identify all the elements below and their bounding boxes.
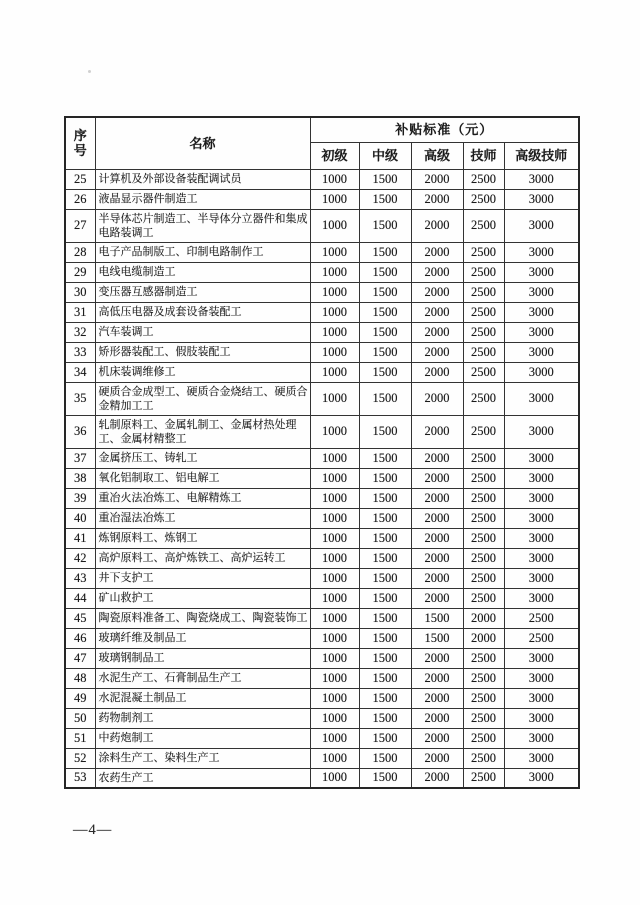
row-subsidy-value: 2000	[411, 748, 463, 768]
table-row	[65, 588, 579, 608]
row-subsidy-value: 2000	[411, 209, 463, 242]
row-occupation-name: 高炉原料工、高炉炼铁工、高炉运转工	[95, 548, 310, 568]
row-subsidy-value: 1000	[310, 728, 359, 748]
row-occupation-name: 电子产品制版工、印制电路制作工	[95, 242, 310, 262]
row-subsidy-value: 2000	[411, 169, 463, 189]
row-occupation-name: 陶瓷原料准备工、陶瓷烧成工、陶瓷装饰工	[95, 608, 310, 628]
row-occupation-name: 水泥混凝土制品工	[95, 688, 310, 708]
row-number: 27	[65, 209, 95, 242]
row-occupation-name: 半导体芯片制造工、半导体分立器件和集成电路装调工	[95, 209, 310, 242]
row-subsidy-value: 1000	[310, 648, 359, 668]
row-subsidy-value: 1000	[310, 668, 359, 688]
row-subsidy-value: 2500	[504, 628, 579, 648]
table-row	[65, 708, 579, 728]
row-subsidy-value: 3000	[504, 708, 579, 728]
table-body	[65, 169, 579, 788]
row-number: 49	[65, 688, 95, 708]
row-subsidy-value: 3000	[504, 262, 579, 282]
row-subsidy-value: 1000	[310, 382, 359, 415]
row-number: 41	[65, 528, 95, 548]
row-subsidy-value: 1000	[310, 282, 359, 302]
row-subsidy-value: 3000	[504, 568, 579, 588]
row-occupation-name: 药物制剂工	[95, 708, 310, 728]
table-row	[65, 748, 579, 768]
row-occupation-name: 电线电缆制造工	[95, 262, 310, 282]
row-subsidy-value: 1000	[310, 322, 359, 342]
row-subsidy-value: 3000	[504, 528, 579, 548]
table-row	[65, 382, 579, 415]
row-subsidy-value: 3000	[504, 748, 579, 768]
row-subsidy-value: 2000	[463, 628, 504, 648]
row-subsidy-value: 3000	[504, 468, 579, 488]
row-number: 38	[65, 468, 95, 488]
row-occupation-name: 矫形器装配工、假肢装配工	[95, 342, 310, 362]
row-subsidy-value: 1000	[310, 302, 359, 322]
row-subsidy-value: 1000	[310, 708, 359, 728]
row-subsidy-value: 1500	[359, 302, 411, 322]
table-row	[65, 262, 579, 282]
row-subsidy-value: 1000	[310, 362, 359, 382]
row-number: 43	[65, 568, 95, 588]
row-subsidy-value: 1500	[411, 628, 463, 648]
row-subsidy-value: 2500	[463, 262, 504, 282]
row-subsidy-value: 1500	[359, 382, 411, 415]
row-subsidy-value: 1500	[359, 528, 411, 548]
header-col-index: 序号	[65, 117, 95, 169]
row-subsidy-value: 1500	[359, 768, 411, 788]
row-subsidy-value: 2000	[411, 242, 463, 262]
row-subsidy-value: 1000	[310, 209, 359, 242]
row-occupation-name: 重冶湿法冶炼工	[95, 508, 310, 528]
table-row	[65, 728, 579, 748]
row-subsidy-value: 1000	[310, 608, 359, 628]
row-subsidy-value: 3000	[504, 508, 579, 528]
row-subsidy-value: 1000	[310, 415, 359, 448]
row-occupation-name: 氧化铝制取工、铝电解工	[95, 468, 310, 488]
row-subsidy-value: 2500	[463, 282, 504, 302]
row-occupation-name: 重冶火法冶炼工、电解精炼工	[95, 488, 310, 508]
row-subsidy-value: 2000	[411, 568, 463, 588]
row-subsidy-value: 2000	[411, 708, 463, 728]
row-number: 53	[65, 768, 95, 788]
row-occupation-name: 汽车装调工	[95, 322, 310, 342]
row-subsidy-value: 3000	[504, 282, 579, 302]
row-subsidy-value: 3000	[504, 209, 579, 242]
scan-speck	[88, 70, 91, 73]
table-row	[65, 468, 579, 488]
row-subsidy-value: 2000	[411, 342, 463, 362]
row-subsidy-value: 1000	[310, 588, 359, 608]
row-subsidy-value: 1000	[310, 528, 359, 548]
row-subsidy-value: 2000	[463, 608, 504, 628]
row-number: 31	[65, 302, 95, 322]
row-number: 34	[65, 362, 95, 382]
row-subsidy-value: 2500	[463, 748, 504, 768]
row-subsidy-value: 2000	[411, 648, 463, 668]
row-subsidy-value: 3000	[504, 448, 579, 468]
row-number: 25	[65, 169, 95, 189]
row-subsidy-value: 2500	[463, 209, 504, 242]
row-subsidy-value: 2000	[411, 282, 463, 302]
row-subsidy-value: 1000	[310, 768, 359, 788]
row-occupation-name: 机床装调维修工	[95, 362, 310, 382]
row-subsidy-value: 3000	[504, 322, 579, 342]
row-subsidy-value: 1000	[310, 628, 359, 648]
row-subsidy-value: 2500	[463, 468, 504, 488]
row-occupation-name: 炼钢原料工、炼钢工	[95, 528, 310, 548]
row-subsidy-value: 1500	[359, 668, 411, 688]
row-subsidy-value: 1000	[310, 262, 359, 282]
row-subsidy-value: 2500	[504, 608, 579, 628]
row-number: 51	[65, 728, 95, 748]
table-row	[65, 242, 579, 262]
row-subsidy-value: 2500	[463, 362, 504, 382]
row-subsidy-value: 2000	[411, 508, 463, 528]
row-subsidy-value: 1500	[359, 708, 411, 728]
row-subsidy-value: 1000	[310, 568, 359, 588]
row-subsidy-value: 1000	[310, 342, 359, 362]
row-number: 36	[65, 415, 95, 448]
row-subsidy-value: 3000	[504, 728, 579, 748]
row-occupation-name: 中药炮制工	[95, 728, 310, 748]
row-number: 46	[65, 628, 95, 648]
row-subsidy-value: 2500	[463, 688, 504, 708]
row-subsidy-value: 1500	[359, 282, 411, 302]
header-level-senior-technician: 高级技师	[504, 142, 579, 169]
row-number: 50	[65, 708, 95, 728]
row-subsidy-value: 1500	[359, 568, 411, 588]
row-subsidy-value: 3000	[504, 668, 579, 688]
table-row	[65, 768, 579, 788]
row-subsidy-value: 2500	[463, 768, 504, 788]
row-subsidy-value: 2500	[463, 588, 504, 608]
row-subsidy-value: 1500	[359, 728, 411, 748]
row-subsidy-value: 1000	[310, 508, 359, 528]
header-row-top	[65, 117, 579, 142]
header-level-technician: 技师	[463, 142, 504, 169]
row-subsidy-value: 1000	[310, 169, 359, 189]
row-subsidy-value: 2000	[411, 382, 463, 415]
row-subsidy-value: 1500	[359, 342, 411, 362]
header-level-intermediate: 中级	[359, 142, 411, 169]
row-subsidy-value: 2000	[411, 448, 463, 468]
row-subsidy-value: 3000	[504, 342, 579, 362]
row-subsidy-value: 3000	[504, 169, 579, 189]
row-subsidy-value: 2000	[411, 548, 463, 568]
row-subsidy-value: 1000	[310, 468, 359, 488]
row-subsidy-value: 2000	[411, 322, 463, 342]
row-occupation-name: 井下支护工	[95, 568, 310, 588]
row-subsidy-value: 3000	[504, 362, 579, 382]
table-row	[65, 322, 579, 342]
row-subsidy-value: 1500	[359, 648, 411, 668]
header-level-senior: 高级	[411, 142, 463, 169]
page-number: —4—	[73, 822, 113, 838]
row-subsidy-value: 1500	[359, 448, 411, 468]
row-subsidy-value: 2500	[463, 508, 504, 528]
row-number: 42	[65, 548, 95, 568]
row-subsidy-value: 1500	[359, 322, 411, 342]
row-subsidy-value: 2000	[411, 528, 463, 548]
row-occupation-name: 水泥生产工、石膏制品生产工	[95, 668, 310, 688]
header-subsidy-group: 补贴标准（元）	[310, 117, 579, 142]
row-occupation-name: 轧制原料工、金属轧制工、金属材热处理工、金属材精整工	[95, 415, 310, 448]
row-number: 26	[65, 189, 95, 209]
table-row	[65, 342, 579, 362]
table-row	[65, 189, 579, 209]
row-subsidy-value: 2500	[463, 242, 504, 262]
table-row	[65, 508, 579, 528]
row-subsidy-value: 1500	[359, 488, 411, 508]
row-number: 32	[65, 322, 95, 342]
row-number: 44	[65, 588, 95, 608]
row-subsidy-value: 3000	[504, 302, 579, 322]
header-level-junior: 初级	[310, 142, 359, 169]
row-number: 48	[65, 668, 95, 688]
row-subsidy-value: 1500	[359, 548, 411, 568]
row-subsidy-value: 2500	[463, 668, 504, 688]
row-subsidy-value: 2000	[411, 262, 463, 282]
row-subsidy-value: 1500	[359, 189, 411, 209]
row-subsidy-value: 2500	[463, 448, 504, 468]
table-row	[65, 282, 579, 302]
row-subsidy-value: 3000	[504, 688, 579, 708]
row-subsidy-value: 2500	[463, 169, 504, 189]
row-subsidy-value: 1500	[359, 209, 411, 242]
row-occupation-name: 农药生产工	[95, 768, 310, 788]
table-row	[65, 568, 579, 588]
row-subsidy-value: 1000	[310, 548, 359, 568]
row-occupation-name: 玻璃钢制品工	[95, 648, 310, 668]
row-subsidy-value: 2000	[411, 768, 463, 788]
header-col-name: 名称	[95, 117, 310, 169]
table-row	[65, 302, 579, 322]
row-subsidy-value: 2000	[411, 488, 463, 508]
row-subsidy-value: 2000	[411, 362, 463, 382]
row-subsidy-value: 2500	[463, 548, 504, 568]
row-subsidy-value: 3000	[504, 415, 579, 448]
table-row	[65, 608, 579, 628]
row-subsidy-value: 1000	[310, 748, 359, 768]
subsidy-table	[64, 116, 580, 789]
table-row	[65, 528, 579, 548]
row-subsidy-value: 3000	[504, 548, 579, 568]
table-row	[65, 668, 579, 688]
row-number: 33	[65, 342, 95, 362]
table-row	[65, 488, 579, 508]
row-subsidy-value: 1000	[310, 488, 359, 508]
row-subsidy-value: 1000	[310, 448, 359, 468]
table-row	[65, 648, 579, 668]
row-subsidy-value: 1000	[310, 189, 359, 209]
row-subsidy-value: 1500	[359, 242, 411, 262]
row-subsidy-value: 2500	[463, 415, 504, 448]
row-subsidy-value: 3000	[504, 768, 579, 788]
row-number: 52	[65, 748, 95, 768]
table-row	[65, 448, 579, 468]
row-subsidy-value: 1500	[359, 262, 411, 282]
row-number: 39	[65, 488, 95, 508]
row-subsidy-value: 2000	[411, 189, 463, 209]
row-subsidy-value: 3000	[504, 648, 579, 668]
row-subsidy-value: 1000	[310, 242, 359, 262]
row-subsidy-value: 2500	[463, 322, 504, 342]
row-subsidy-value: 2500	[463, 648, 504, 668]
row-occupation-name: 硬质合金成型工、硬质合金烧结工、硬质合金精加工工	[95, 382, 310, 415]
row-occupation-name: 高低压电器及成套设备装配工	[95, 302, 310, 322]
row-subsidy-value: 2000	[411, 688, 463, 708]
row-occupation-name: 玻璃纤维及制品工	[95, 628, 310, 648]
row-subsidy-value: 1500	[359, 688, 411, 708]
row-number: 30	[65, 282, 95, 302]
row-occupation-name: 变压器互感器制造工	[95, 282, 310, 302]
row-subsidy-value: 3000	[504, 488, 579, 508]
row-number: 47	[65, 648, 95, 668]
row-occupation-name: 计算机及外部设备装配调试员	[95, 169, 310, 189]
row-occupation-name: 液晶显示器件制造工	[95, 189, 310, 209]
row-subsidy-value: 2000	[411, 588, 463, 608]
row-subsidy-value: 2500	[463, 382, 504, 415]
row-subsidy-value: 1500	[359, 588, 411, 608]
table-row	[65, 169, 579, 189]
row-subsidy-value: 1500	[359, 508, 411, 528]
row-subsidy-value: 3000	[504, 588, 579, 608]
row-occupation-name: 金属挤压工、铸轧工	[95, 448, 310, 468]
row-subsidy-value: 1000	[310, 688, 359, 708]
row-subsidy-value: 1500	[411, 608, 463, 628]
row-subsidy-value: 2500	[463, 708, 504, 728]
row-subsidy-value: 2000	[411, 728, 463, 748]
table-row	[65, 548, 579, 568]
row-subsidy-value: 2500	[463, 488, 504, 508]
row-subsidy-value: 2500	[463, 528, 504, 548]
table-row	[65, 209, 579, 242]
row-subsidy-value: 1500	[359, 362, 411, 382]
row-subsidy-value: 3000	[504, 382, 579, 415]
row-subsidy-value: 2000	[411, 302, 463, 322]
row-subsidy-value: 2500	[463, 728, 504, 748]
row-subsidy-value: 2000	[411, 468, 463, 488]
row-subsidy-value: 3000	[504, 189, 579, 209]
row-subsidy-value: 3000	[504, 242, 579, 262]
row-number: 35	[65, 382, 95, 415]
row-subsidy-value: 2500	[463, 189, 504, 209]
table-row	[65, 362, 579, 382]
row-subsidy-value: 2000	[411, 415, 463, 448]
row-number: 29	[65, 262, 95, 282]
row-subsidy-value: 1500	[359, 608, 411, 628]
row-number: 37	[65, 448, 95, 468]
row-number: 28	[65, 242, 95, 262]
row-subsidy-value: 1500	[359, 468, 411, 488]
row-occupation-name: 涂料生产工、染料生产工	[95, 748, 310, 768]
row-subsidy-value: 1500	[359, 415, 411, 448]
table-row	[65, 688, 579, 708]
table-row	[65, 415, 579, 448]
row-subsidy-value: 2000	[411, 668, 463, 688]
row-subsidy-value: 1500	[359, 169, 411, 189]
row-number: 45	[65, 608, 95, 628]
table-row	[65, 628, 579, 648]
row-subsidy-value: 2500	[463, 302, 504, 322]
row-number: 40	[65, 508, 95, 528]
row-subsidy-value: 1500	[359, 748, 411, 768]
row-occupation-name: 矿山救护工	[95, 588, 310, 608]
table-header	[65, 117, 579, 169]
row-subsidy-value: 2500	[463, 568, 504, 588]
row-subsidy-value: 1500	[359, 628, 411, 648]
row-subsidy-value: 2500	[463, 342, 504, 362]
